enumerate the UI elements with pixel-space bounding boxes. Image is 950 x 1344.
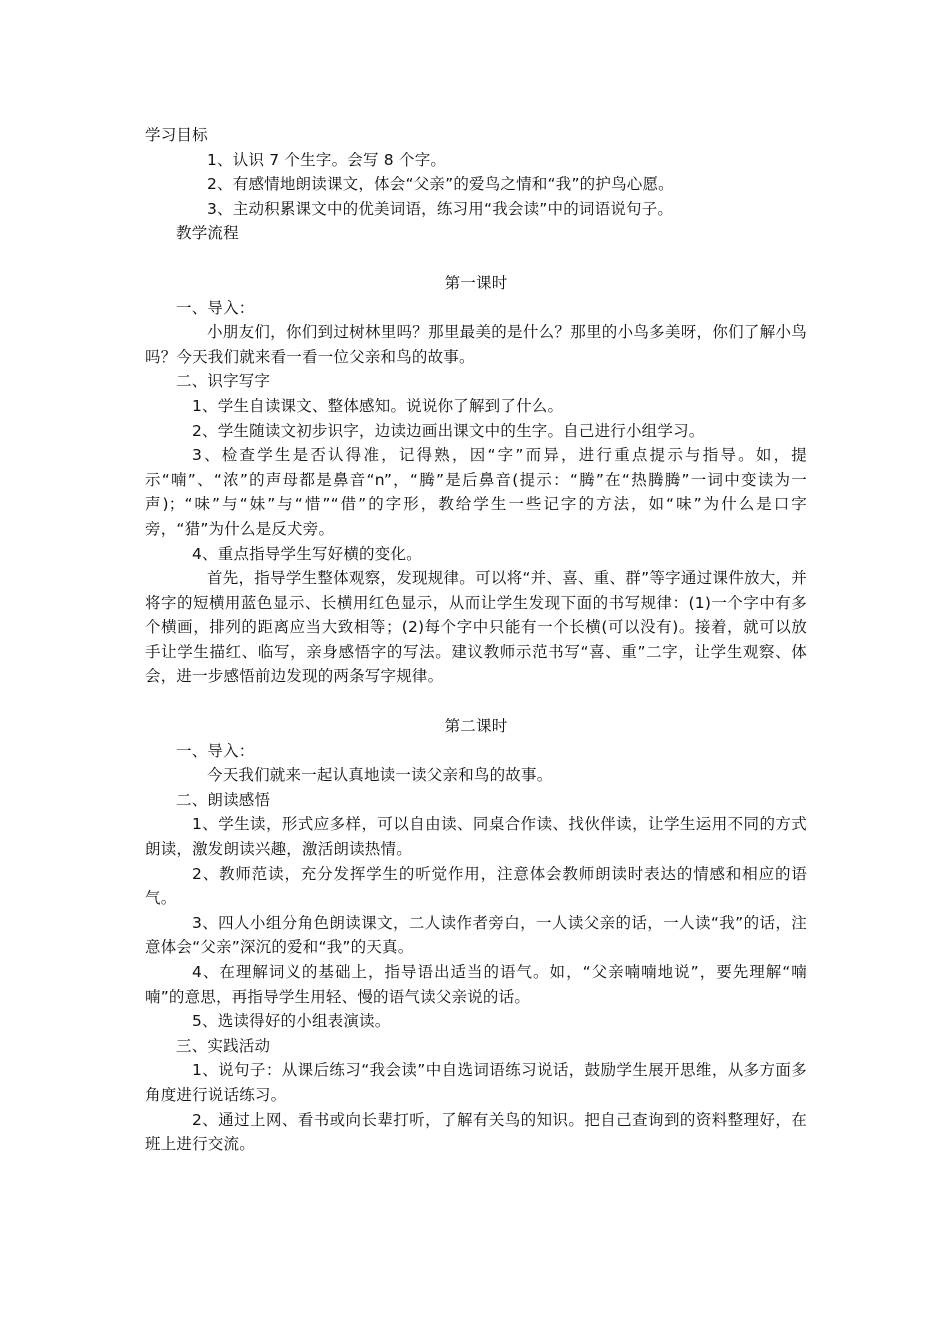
objective-item: 2、有感情地朗读课文，体会“父亲”的爱鸟之情和“我”的护鸟心愿。 xyxy=(207,175,674,194)
lesson-plan-body xyxy=(145,123,807,1157)
lesson2-section3-item: 2、通过上网、看书或向长辈打听，了解有关鸟的知识。把自己查询到的资料整理好，在班上进行交流。 xyxy=(145,1110,807,1154)
spacer xyxy=(145,689,807,714)
lesson2-intro-title: 一、导入： xyxy=(176,741,255,760)
lesson2-section2-item: 3、四人小组分角色朗读课文，二人读作者旁白，一人读父亲的话，一人读“我”的话，注意体会“父亲”深沉的爱和“我”的天真。 xyxy=(145,913,807,957)
lesson2-section2-item: 2、教师范读，充分发挥学生的听觉作用，注意体会教师朗读时表达的情感和相应的语气。 xyxy=(145,864,807,908)
objective-item: 3、主动积累课文中的优美词语，练习用“我会读”中的词语说句子。 xyxy=(207,199,674,218)
spacer xyxy=(145,246,807,271)
lesson2-section3-item: 1、说句子：从课后练习“我会读”中自选词语练习说话，鼓励学生展开思维，从多方面多角度进行说话练习。 xyxy=(145,1061,807,1104)
objectives-title: 学习目标 xyxy=(145,126,208,144)
lesson2-section2-item: 5、选读得好的小组表演读。 xyxy=(192,1012,391,1031)
lesson1-section2-item: 2、学生随读文初步识字，边读边画出课文中的生字。自己进行小组学习。 xyxy=(192,421,705,440)
process-title: 教学流程 xyxy=(176,224,239,243)
lesson1-section2-title: 二、识字写字 xyxy=(176,372,271,391)
lesson2-section2-title: 二、朗读感悟 xyxy=(176,790,271,809)
lesson1-heading: 第一课时 xyxy=(444,273,508,292)
lesson2-section2-item: 4、在理解词义的基础上，指导语出适当的语气。如，“父亲喃喃地说”，要先理解“喃喃”的意思，再指导学生用轻、慢的语气读父亲说的话。 xyxy=(145,963,807,1006)
objective-item: 1、认识 7 个生字。会写 8 个字。 xyxy=(207,150,447,169)
lesson1-section2-item: 1、学生自读课文、整体感知。说说你了解到了什么。 xyxy=(192,396,564,415)
lesson2-section2-item: 1、学生读，形式应多样，可以自由读、同桌合作读、找伙伴读，让学生运用不同的方式朗读，激发朗读兴趣，激活朗读热情。 xyxy=(145,815,807,859)
lesson2-section3-title: 三、实践活动 xyxy=(176,1036,271,1055)
lesson2-intro-text: 今天我们就来一起认真地读一读父亲和鸟的故事。 xyxy=(207,766,553,785)
lesson1-intro-text: 小朋友们，你们到过树林里吗？那里最美的是什么？那里的小鸟多美呀，你们了解小鸟吗？今天我们就来看一看一位父亲和鸟的故事。 xyxy=(145,323,807,366)
lesson1-section2-paragraph: 首先，指导学生整体观察，发现规律。可以将“并、喜、重、群”等字通过课件放大，并将字的短横用蓝色显示、长横用红色显示，从而让学生发现下面的书写规律：(1)一个字中有多个横画，排列的距离应当大致相等；(2)每个字中只能有一个长横(可以没有)。接着，就可以放手让学生描红、临写，亲身感悟字的写法。建议教师示范书写“喜、重”二字，让学生观察、体会，进一步感悟前边发现的两条写字规律。 xyxy=(145,569,807,686)
lesson2-heading: 第二课时 xyxy=(444,717,508,736)
lesson1-section2-item: 3、检查学生是否认得准，记得熟，因“字”而异，进行重点提示与指导。如，提示“喃”、“浓”的声母都是鼻音“n”，“腾”是后鼻音(提示：“腾”在“热腾腾”一词中变读为一声)；“味”与“妹”与“惜”“借”的字形，教给学生一些记字的方法，如“味”为什么是口字旁，“猎”为什么是反犬旁。 xyxy=(145,446,807,538)
lesson1-intro-title: 一、导入： xyxy=(176,298,255,317)
lesson1-section2-item: 4、重点指导学生写好横的变化。 xyxy=(192,544,422,563)
